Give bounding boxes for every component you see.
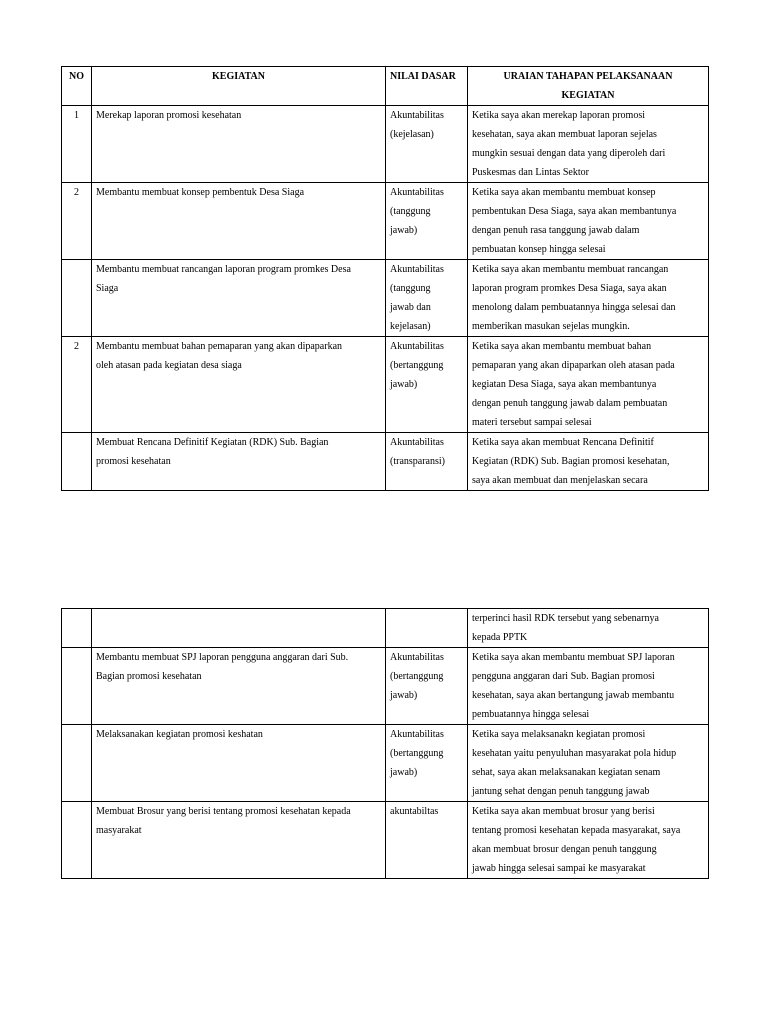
nilai-dasar-cell: Akuntabilitas (tanggung jawab dan kejelasan): [386, 260, 468, 337]
table-row: [62, 433, 709, 491]
nilai-dasar-cell: akuntabiltas: [386, 802, 468, 879]
kegiatan-cell: Membuat Brosur yang berisi tentang promosi kesehatan kepada masyarakat: [92, 802, 386, 879]
row-number: 2: [62, 183, 92, 260]
table-row: [62, 183, 709, 260]
uraian-cell: Ketika saya akan membantu membuat konsep pembentukan Desa Siaga, saya akan membantunya dengan penuh rasa tanggung jawab dalam pembuatan konsep hingga selesai: [468, 183, 709, 260]
nilai-dasar-cell: Akuntabilitas (bertanggung jawab): [386, 725, 468, 802]
uraian-cell: Ketika saya akan membantu membuat rancangan laporan program promkes Desa Siaga, saya akan menolong dalam pembuatannya hingga selesai dan memberikan masukan sejelas mungkin.: [468, 260, 709, 337]
nilai-dasar-cell: [386, 609, 468, 648]
nilai-dasar-cell: Akuntabilitas (bertanggung jawab): [386, 648, 468, 725]
uraian-cell: Ketika saya akan membuat brosur yang berisi tentang promosi kesehatan kepada masyarakat, saya akan membuat brosur dengan penuh tanggung jawab hingga selesai sampai ke masyarakat: [468, 802, 709, 879]
kegiatan-cell: Membantu membuat SPJ laporan pengguna anggaran dari Sub. Bagian promosi kesehatan: [92, 648, 386, 725]
uraian-cell: Ketika saya akan membantu membuat SPJ laporan pengguna anggaran dari Sub. Bagian promosi kesehatan, saya akan bertangung jawab membantu pembuatannya hingga selesai: [468, 648, 709, 725]
row-number: [62, 725, 92, 802]
table-row: [62, 609, 709, 648]
table-row: [62, 106, 709, 183]
table-row: [62, 802, 709, 879]
nilai-dasar-cell: Akuntabilitas (transparansi): [386, 433, 468, 491]
uraian-cell: Ketika saya akan merekap laporan promosi kesehatan, saya akan membuat laporan sejelas mungkin sesuai dengan data yang diperoleh dari Puskesmas dan Lintas Sektor: [468, 106, 709, 183]
table-row: [62, 337, 709, 433]
kegiatan-cell: Membantu membuat konsep pembentuk Desa Siaga: [92, 183, 386, 260]
table-header-row: [62, 67, 709, 106]
nilai-dasar-cell: Akuntabilitas (bertanggung jawab): [386, 337, 468, 433]
nilai-dasar-cell: Akuntabilitas (kejelasan): [386, 106, 468, 183]
kegiatan-cell: Membantu membuat bahan pemaparan yang akan dipaparkan oleh atasan pada kegiatan desa siaga: [92, 337, 386, 433]
activity-table-page-1: [61, 66, 709, 491]
kegiatan-cell: Membantu membuat rancangan laporan program promkes Desa Siaga: [92, 260, 386, 337]
header-no: NO: [62, 67, 92, 106]
row-number: [62, 609, 92, 648]
row-number: [62, 260, 92, 337]
row-number: [62, 433, 92, 491]
header-nilai-dasar: NILAI DASAR: [386, 67, 468, 106]
header-kegiatan: KEGIATAN: [92, 67, 386, 106]
kegiatan-cell: Merekap laporan promosi kesehatan: [92, 106, 386, 183]
kegiatan-cell: [92, 609, 386, 648]
row-number: [62, 802, 92, 879]
uraian-cell: Ketika saya akan membuat Rencana Definitif Kegiatan (RDK) Sub. Bagian promosi kesehatan, saya akan membuat dan menjelaskan secara: [468, 433, 709, 491]
uraian-cell: Ketika saya melaksanakn kegiatan promosi kesehatan yaitu penyuluhan masyarakat pola hidup sehat, saya akan melaksanakan kegiatan senam jantung sehat dengan penuh tanggung jawab: [468, 725, 709, 802]
activity-table-page-2: [61, 608, 709, 879]
nilai-dasar-cell: Akuntabilitas (tanggung jawab): [386, 183, 468, 260]
row-number: 2: [62, 337, 92, 433]
table-row: [62, 648, 709, 725]
table-row: [62, 725, 709, 802]
table-row: [62, 260, 709, 337]
uraian-cell: terperinci hasil RDK tersebut yang sebenarnya kepada PPTK: [468, 609, 709, 648]
kegiatan-cell: Melaksanakan kegiatan promosi keshatan: [92, 725, 386, 802]
header-uraian: URAIAN TAHAPAN PELAKSANAAN KEGIATAN: [468, 67, 709, 106]
row-number: 1: [62, 106, 92, 183]
uraian-cell: Ketika saya akan membantu membuat bahan pemaparan yang akan dipaparkan oleh atasan pada kegiatan Desa Siaga, saya akan membantunya dengan penuh tanggung jawab dalam pembuatan materi tersebut sampai selesai: [468, 337, 709, 433]
row-number: [62, 648, 92, 725]
kegiatan-cell: Membuat Rencana Definitif Kegiatan (RDK) Sub. Bagian promosi kesehatan: [92, 433, 386, 491]
